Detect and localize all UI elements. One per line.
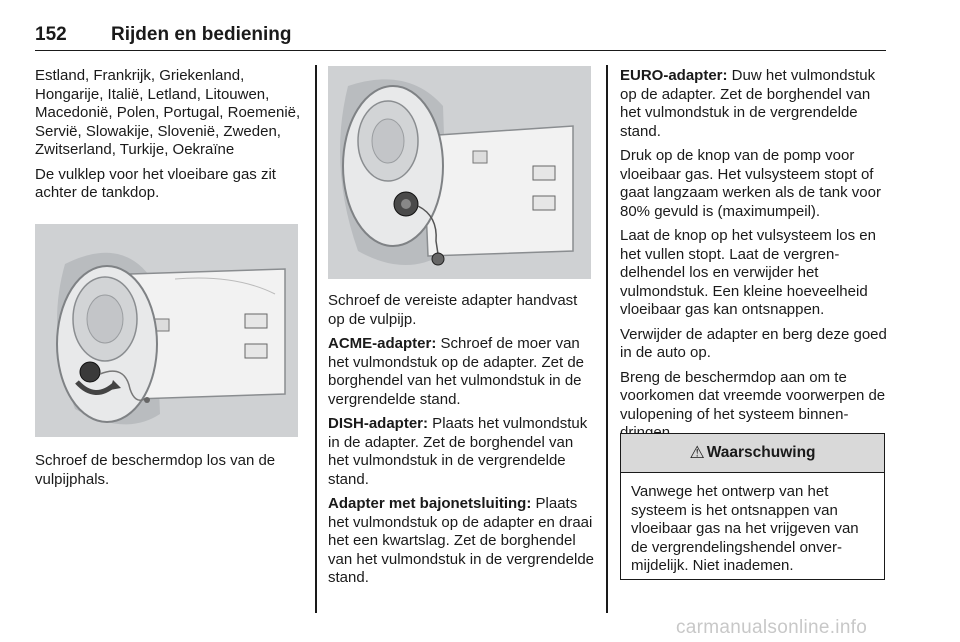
column-1-caption <box>35 452 303 495</box>
column-divider <box>606 65 608 613</box>
column-1 <box>35 67 303 209</box>
paragraph: Breng de beschermdop aan om te voorkomen dat vreemde voorwerpen de vulopening of het systeem binnen <box>620 368 886 423</box>
warning-box <box>620 433 885 580</box>
acme-label: ACME-adapter: <box>328 335 437 352</box>
page-number: 152 <box>35 24 67 45</box>
figure-caption: Schroef de beschermdop los van de vulpijphals. <box>35 452 276 488</box>
bajonet-text: Plaats het vulmondstuk op de adapter en draai het een kwartslag. Zet de borghendel van het vulmondstuk in de vergrendelde stand. <box>328 495 595 586</box>
page-header <box>35 24 886 51</box>
dish-paragraph <box>328 415 594 489</box>
column-2 <box>328 292 594 594</box>
acme-paragraph <box>328 335 594 409</box>
paragraph: Verwijder de adapter en berg deze goed in de auto op. <box>620 325 887 361</box>
warning-text: Vanwege het ontwerp van het systeem is het ontsnappen van vloeibaar gas na het vrijgeven van de vergrendelingshendel onvermijdelijk. Niet inademen. <box>631 483 859 574</box>
warning-title: Waarschuwing <box>706 444 816 461</box>
acme-text: Schroef de moer van het vulmondstuk op de adapter. Zet de borghendel van het vulmondstuk in de vergrendelde stand. <box>328 335 585 408</box>
paragraph: Schroef de vereiste adapter handvast op de vulpijp. <box>328 292 578 328</box>
figure-fuel-cap-removal <box>35 224 298 437</box>
column-divider <box>315 65 317 613</box>
column-3 <box>620 67 888 449</box>
warning-header <box>621 434 884 473</box>
bajonet-paragraph <box>328 495 594 588</box>
paragraph: Druk op de knop van de pomp voor vloeibaar gas. Het vulsysteem stopt of gaat langzaam werken als de tank voor 80% gevuld is (maximumpeil). <box>620 147 881 220</box>
euro-paragraph <box>620 67 888 141</box>
euro-label: EURO-adapter: <box>620 67 728 84</box>
country-list: Estland, Frankrijk, Griekenland, Hongarije, Italië, Letland, Litouwen, Macedonië, Polen, Portugal, Roemenië, Servië, Slowakije, Slovenië, Zweden, Zwitserland, Turkije, Oekraïne <box>35 67 301 158</box>
dish-label: DISH-adapter: <box>328 415 429 432</box>
watermark: carmanualsonline.info <box>676 617 868 638</box>
bajonet-label: Adapter met bajonetsluiting: <box>328 495 532 512</box>
warning-triangle-icon: ⚠ <box>689 443 705 462</box>
chapter-title: Rijden en bediening <box>111 24 292 45</box>
euro-text: Duw het vulmondstuk op de adapter. Zet de borghendel van het vulmondstuk in de vergrendelde stand. <box>620 67 876 140</box>
paragraph: De vulklep voor het vloeibare gas zit achter de tankdop. <box>35 165 276 201</box>
dish-text: Plaats het vulmondstuk in de adapter. Zet de borghendel van het vulmondstuk in de vergrendelde stand. <box>328 415 588 488</box>
paragraph: Laat de knop op het vulsysteem los en het vullen stopt. Laat de vergrendelhendel los en verwijder het vulmondstuk. Een kleine hoeveelheid vloeibaar gas kan ontsnappen. <box>620 227 876 318</box>
figure-adapter-installation <box>328 66 591 279</box>
